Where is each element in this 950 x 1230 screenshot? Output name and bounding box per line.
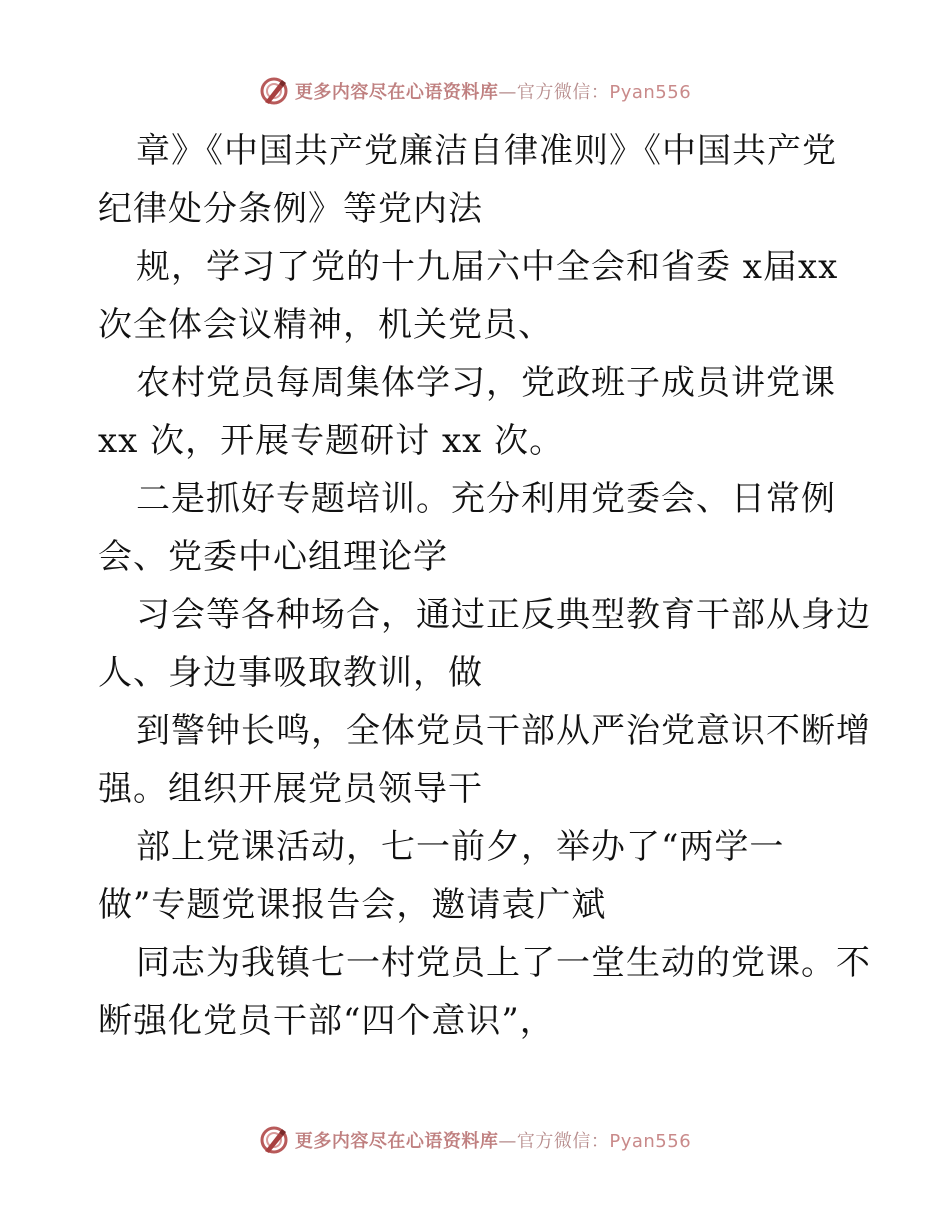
text-line: 部上党课活动，七一前夕，举办了“两学一 xyxy=(136,827,785,867)
text-line: xx 次，开展专题研讨 xx 次。 xyxy=(98,421,565,461)
watermark-wechat-id: Pyan556 xyxy=(609,1131,692,1152)
text-line: 二是抓好专题培训。充分利用党委会、日常例 xyxy=(136,479,836,519)
text-line: 章》《中国共产党廉洁自律准则》《中国共产党 xyxy=(136,131,837,171)
text-line: 强。组织开展党员领导干 xyxy=(98,769,483,809)
text-line: 规，学习了党的十九届六中全会和省委 x届xx xyxy=(136,247,839,287)
watermark-wechat-id: Pyan556 xyxy=(609,82,692,103)
text-line: 次全体会议精神，机关党员、 xyxy=(98,305,553,345)
text-line: 会、党委中心组理论学 xyxy=(98,537,448,577)
footer-watermark xyxy=(0,1120,950,1160)
text-line: 农村党员每周集体学习，党政班子成员讲党课 xyxy=(136,363,836,403)
text-line: 做”专题党课报告会，邀请袁广斌 xyxy=(98,885,607,925)
document-body xyxy=(98,122,871,1050)
watermark-wechat-label: —官方微信： xyxy=(498,1131,610,1152)
watermark-title: 更多内容尽在心语资料库 xyxy=(294,82,499,103)
watermark-text xyxy=(295,78,691,104)
text-line: 习会等各种场合，通过正反典型教育干部从身边 xyxy=(136,595,871,635)
text-line: 断强化党员干部“四个意识”， xyxy=(98,1001,555,1041)
pen-logo-icon xyxy=(259,1125,289,1155)
watermark-text xyxy=(295,1127,691,1153)
pen-logo-icon xyxy=(259,76,289,106)
header-watermark xyxy=(0,71,950,111)
watermark-title: 更多内容尽在心语资料库 xyxy=(294,1131,499,1152)
watermark-wechat-label: —官方微信： xyxy=(498,82,610,103)
text-line: 到警钟长鸣，全体党员干部从严治党意识不断增 xyxy=(136,711,871,751)
text-line: 纪律处分条例》等党内法 xyxy=(98,189,483,229)
text-line: 人、身边事吸取教训，做 xyxy=(98,653,483,693)
text-line: 同志为我镇七一村党员上了一堂生动的党课。不 xyxy=(136,943,871,983)
